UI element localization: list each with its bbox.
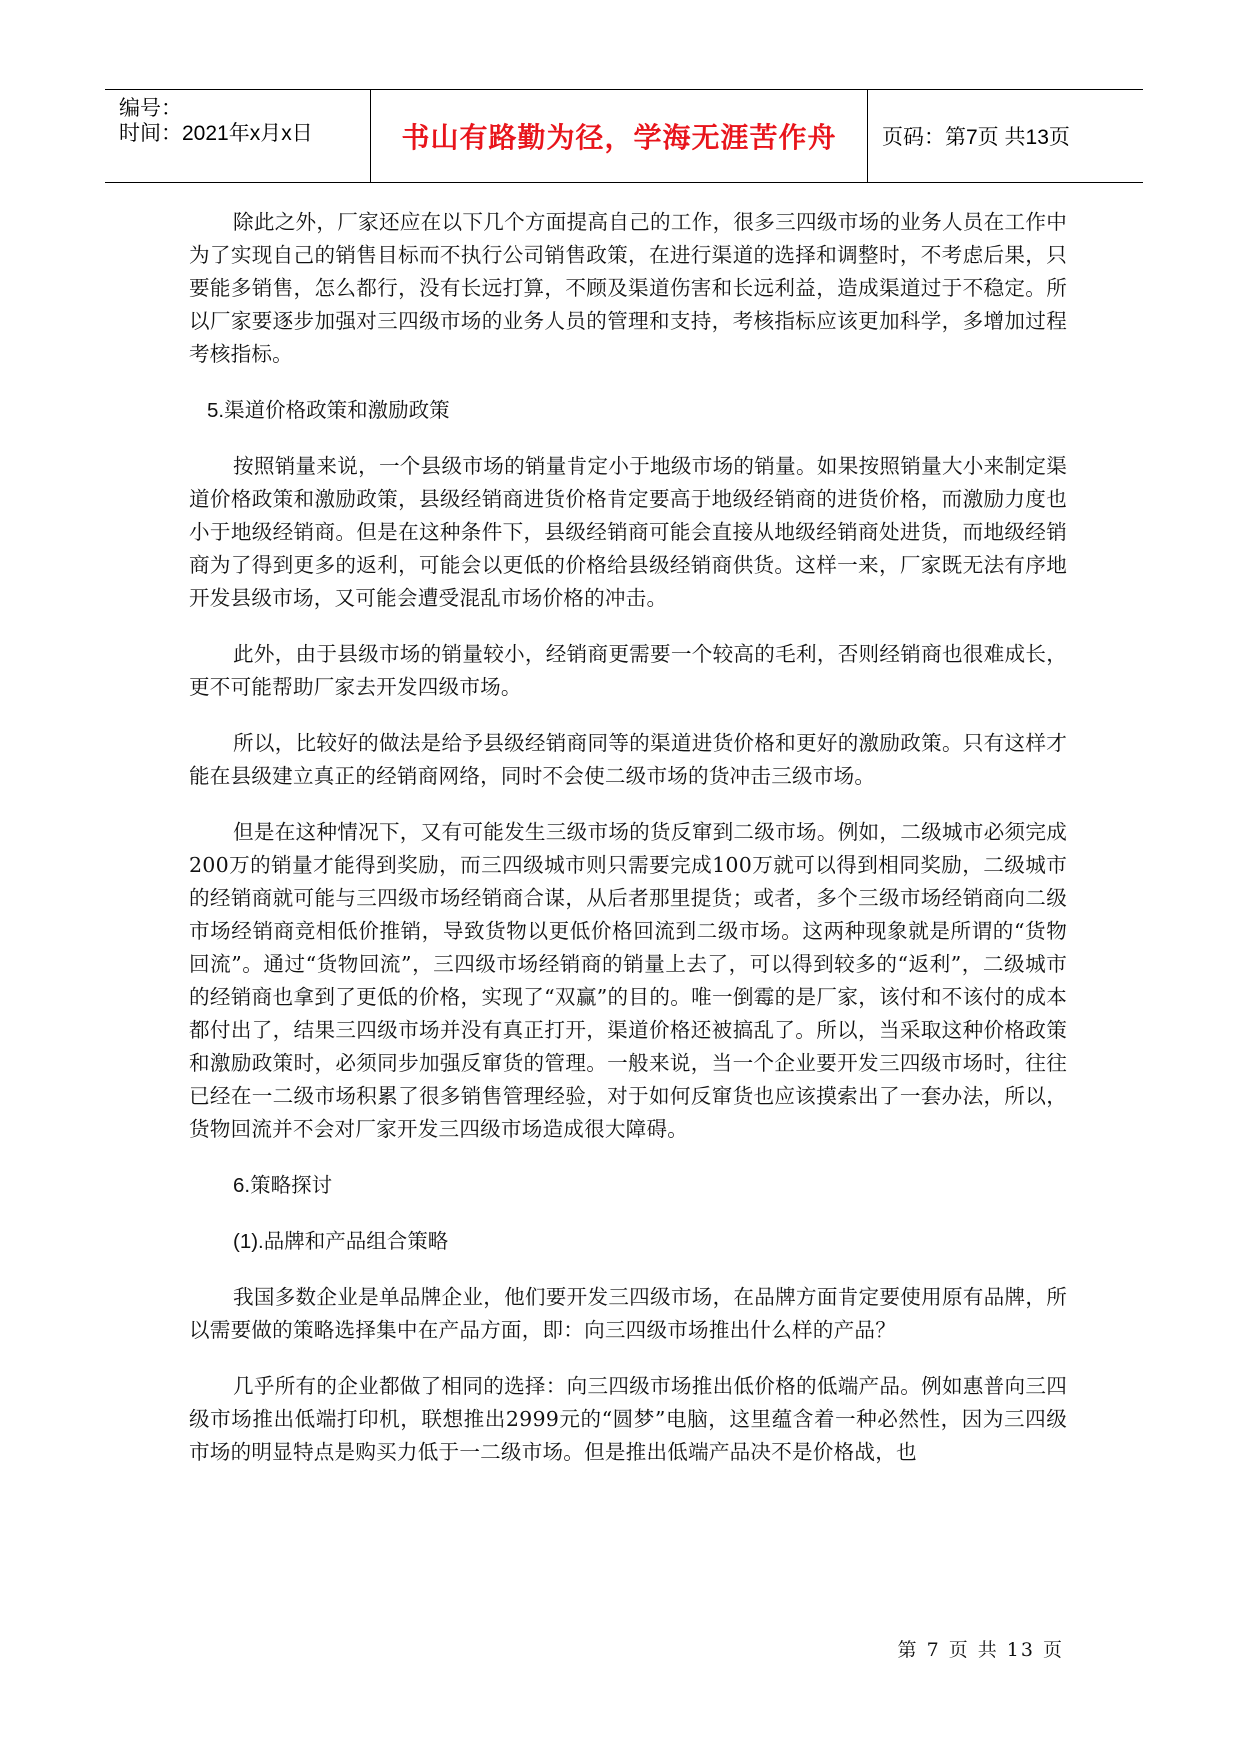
header-motto: 书山有路勤为径，学海无涯苦作舟 [401,121,837,154]
document-body [189,206,1067,1469]
header-info-cell [105,90,371,182]
paragraph: 几乎所有的企业都做了相同的选择：向三四级市场推出低价格的低端产品。例如惠普向三四级市场推出低端打印机，联想推出2999元的“圆梦”电脑，这里蕴含着一种必然性，因为三四级市场的明显特点是购买力低于一二级市场。但是推出低端产品决不是价格战，也 [189,1374,1067,1464]
section-heading: 5.渠道价格政策和激励政策 [207,399,450,422]
page-header [105,89,1143,183]
document-time-label: 时间：2021年x月x日 [119,122,313,145]
paragraph: 此外，由于县级市场的销量较小，经销商更需要一个较高的毛利，否则经销商也很难成长，更不可能帮助厂家去开发四级市场。 [189,642,1067,699]
paragraph: 所以，比较好的做法是给予县级经销商同等的渠道进货价格和更好的激励政策。只有这样才能在县级建立真正的经销商网络，同时不会使二级市场的货冲击三级市场。 [189,731,1067,788]
header-page-label: 页码：第7页 共13页 [882,126,1070,149]
paragraph: 但是在这种情况下，又有可能发生三级市场的货反窜到二级市场。例如，二级城市必须完成200万的销量才能得到奖励，而三四级城市则只需要完成100万就可以得到相同奖励，二级城市的经销商就可能与三四级市场经销商合谋，从后者那里提货；或者，多个三级市场经销商向二级市场经销商竞相低价推销，导致货物以更低价格回流到二级市场。这两种现象就是所谓的“货物回流”。通过“货物回流”，三四级市场经销商的销量上去了，可以得到较多的“返利”，二级城市的经销商也拿到了更低的价格，实现了“双赢”的目的。唯一倒霉的是厂家，该付和不该付的成本都付出了，结果三四级市场并没有真正打开，渠道价格还被搞乱了。所以，当采取这种价格政策和激励政策时，必须同步加强反窜货的管理。一般来说，当一个企业要开发三四级市场时，往往已经在一二级市场积累了很多销售管理经验，对于如何反窜货也应该摸索出了一套办法，所以，货物回流并不会对厂家开发三四级市场造成很大障碍。 [189,820,1067,1141]
paragraph: 我国多数企业是单品牌企业，他们要开发三四级市场，在品牌方面肯定要使用原有品牌，所以需要做的策略选择集中在产品方面，即：向三四级市场推出什么样的产品？ [189,1285,1067,1342]
page-footer: 第 7 页 共 13 页 [897,1639,1064,1661]
paragraph: 除此之外，厂家还应在以下几个方面提高自己的工作，很多三四级市场的业务人员在工作中为了实现自己的销售目标而不执行公司销售政策，在进行渠道的选择和调整时，不考虑后果，只要能多销售，怎么都行，没有长远打算，不顾及渠道伤害和长远利益，造成渠道过于不稳定。所以厂家要逐步加强对三四级市场的业务人员的管理和支持，考核指标应该更加科学，多增加过程考核指标。 [189,210,1067,366]
header-motto-cell [371,90,868,182]
section-heading: 6.策略探讨 [233,1174,333,1197]
header-page-cell [868,90,1143,182]
document-number-label: 编号： [119,97,182,120]
paragraph: 按照销量来说，一个县级市场的销量肯定小于地级市场的销量。如果按照销量大小来制定渠道价格政策和激励政策，县级经销商进货价格肯定要高于地级经销商的进货价格，而激励力度也小于地级经销商。但是在这种条件下，县级经销商可能会直接从地级经销商处进货，而地级经销商为了得到更多的返利，可能会以更低的价格给县级经销商供货。这样一来，厂家既无法有序地开发县级市场，又可能会遭受混乱市场价格的冲击。 [189,454,1067,610]
subsection-heading: (1).品牌和产品组合策略 [233,1230,449,1253]
